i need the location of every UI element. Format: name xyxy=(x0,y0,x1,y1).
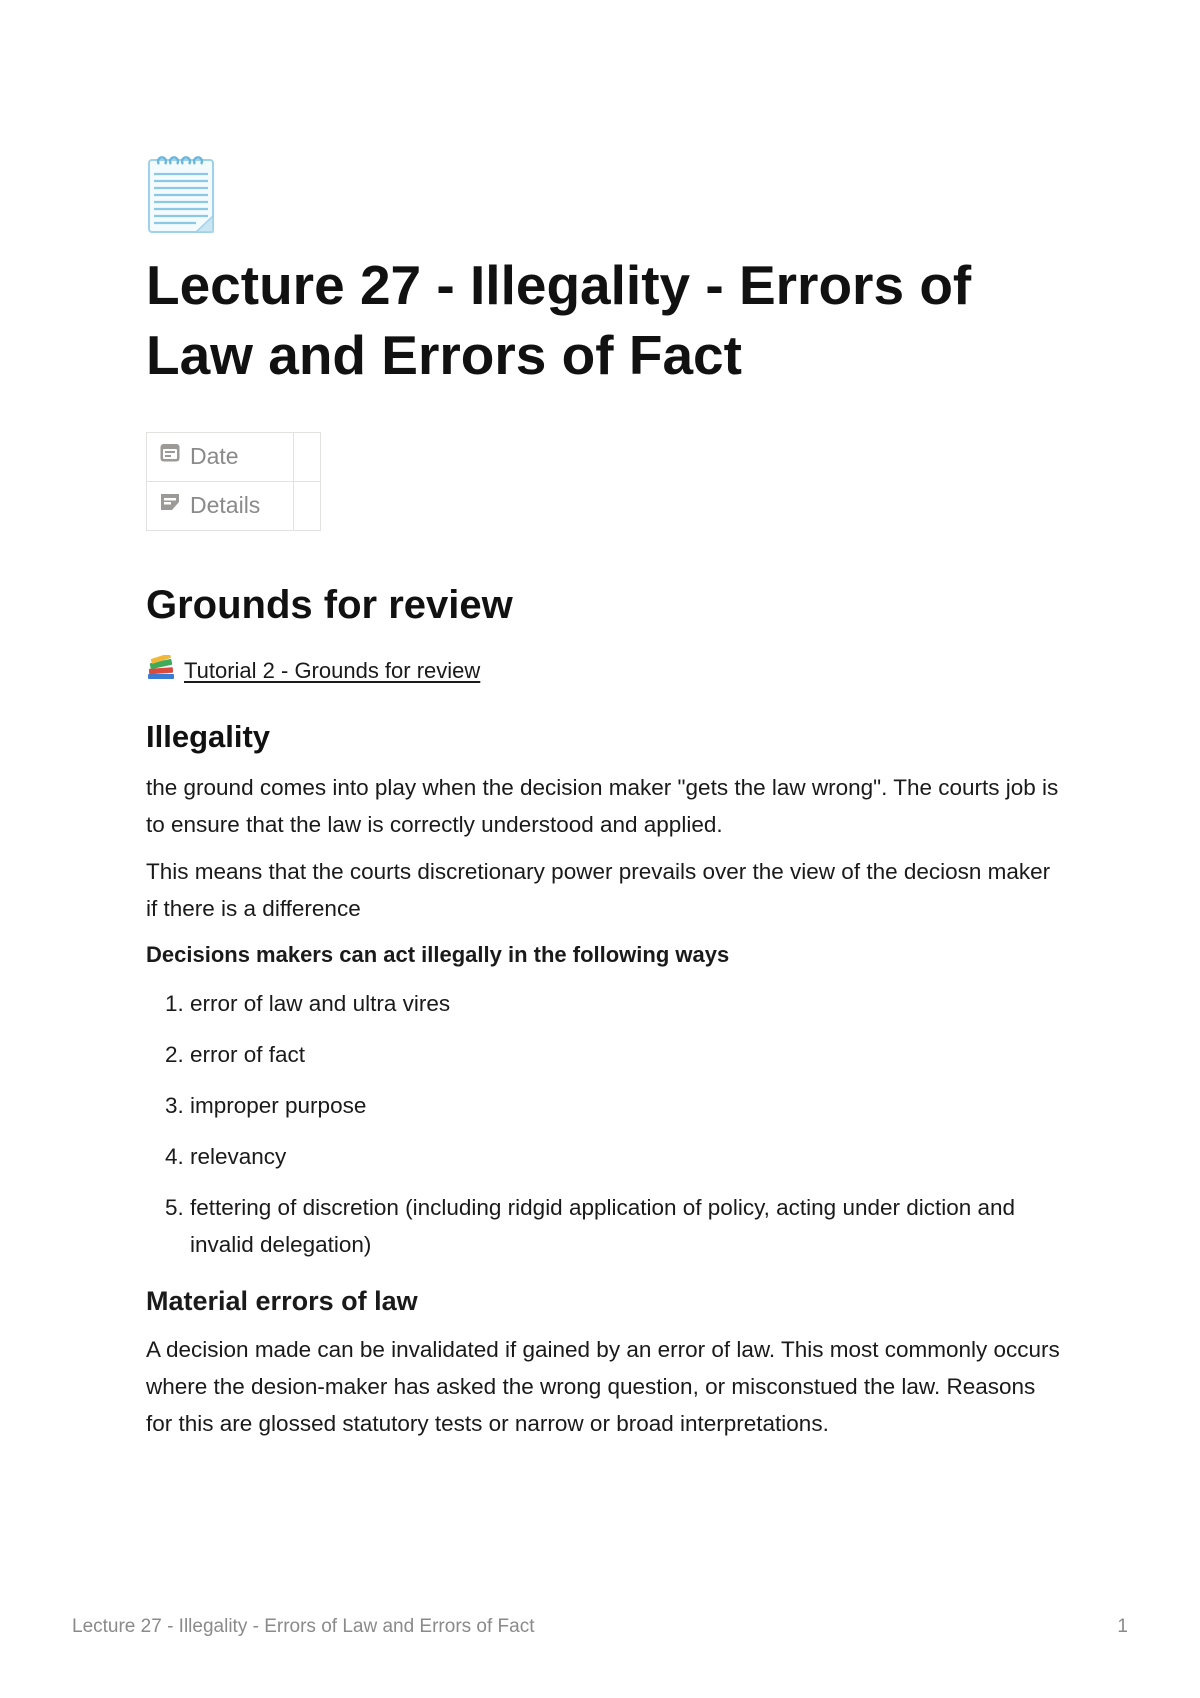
property-row-details[interactable] xyxy=(147,482,321,531)
illegal-ways-list xyxy=(146,985,1066,1263)
property-row-date[interactable] xyxy=(147,433,321,482)
footer-title: Lecture 27 - Illegality - Errors of Law and Errors of Fact xyxy=(72,1616,535,1637)
material-errors-heading: Material errors of law xyxy=(146,1286,418,1316)
calendar-icon xyxy=(159,441,181,469)
page-title: Lecture 27 - Illegality - Errors of Law and Errors of Fact xyxy=(146,254,972,386)
page-footer xyxy=(72,1616,1128,1638)
illegality-heading: Illegality xyxy=(146,719,271,754)
illegality-paragraph-2: This means that the courts discretionary power prevails over the view of the deciosn maker if there is a difference xyxy=(146,859,1051,921)
property-label-date: Date xyxy=(190,442,239,469)
illegal-ways-intro: Decisions makers can act illegally in the following ways xyxy=(146,942,730,967)
tutorial-link[interactable]: Tutorial 2 - Grounds for review xyxy=(184,658,481,683)
property-label-details: Details xyxy=(190,491,261,518)
list-item: 1. error of law and ultra vires xyxy=(190,985,1066,1022)
property-value-date[interactable] xyxy=(294,433,321,482)
illegality-paragraph-1: the ground comes into play when the decision maker "gets the law wrong". The courts job is to ensure that the law is correctly understood and applied. xyxy=(146,775,1059,837)
tutorial-link-row xyxy=(146,655,1066,687)
properties-table xyxy=(146,432,321,531)
page-number: 1 xyxy=(1117,1616,1128,1637)
section-heading: Grounds for review xyxy=(146,583,513,627)
material-errors-paragraph: A decision made can be invalidated if gained by an error of law. This most commonly occurs where the desion-maker has asked the wrong question, or misconstued the law. Reasons for this are glossed statutory tests or narrow or broad interpretations. xyxy=(146,1337,1060,1436)
books-icon xyxy=(146,655,176,687)
property-value-details[interactable] xyxy=(294,482,321,531)
list-item: 5. fettering of discretion (including ridgid application of policy, acting under diction and invalid delegation) xyxy=(190,1189,1066,1263)
page-content xyxy=(146,150,1066,1452)
notepad-icon xyxy=(146,150,226,240)
list-item: 3. improper purpose xyxy=(190,1087,1066,1124)
list-item: 2. error of fact xyxy=(190,1036,1066,1073)
list-item: 4. relevancy xyxy=(190,1138,1066,1175)
details-icon xyxy=(159,490,181,518)
